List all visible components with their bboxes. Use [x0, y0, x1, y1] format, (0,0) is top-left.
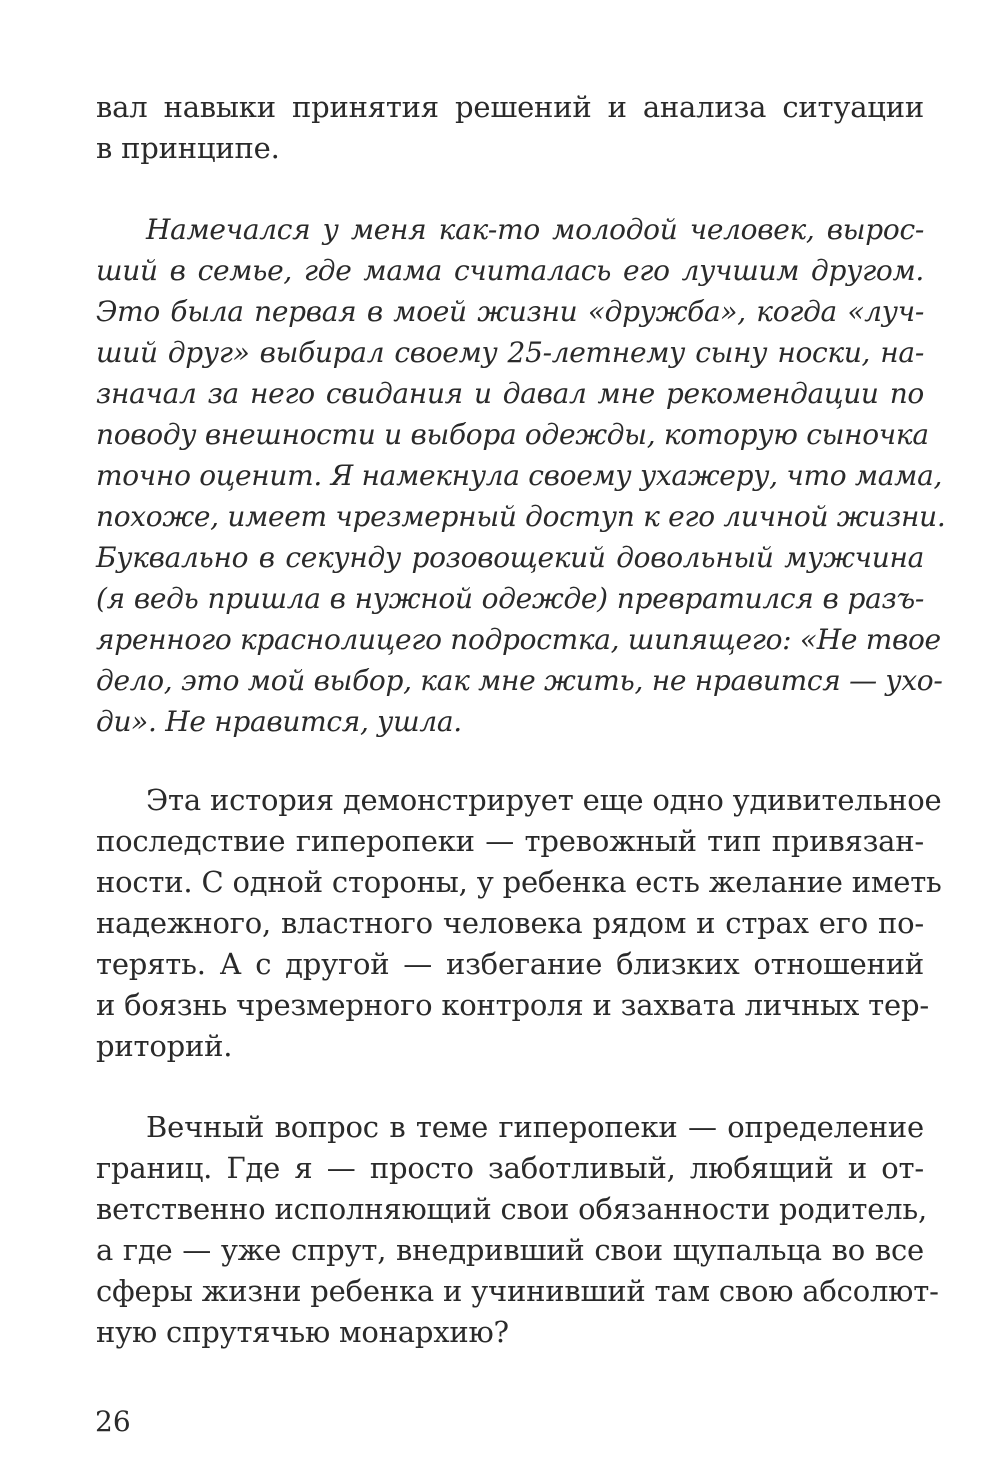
text-line: точно оценит. Я намекнула своему ухажеру, что мама,: [96, 459, 943, 492]
text-line: Вечный вопрос в теме гиперопеки — определение: [146, 1110, 924, 1144]
text-line: ветственно исполняющий свои обязанности родитель,: [96, 1192, 928, 1226]
text-line: сферы жизни ребенка и учинивший там свою абсолют-: [96, 1274, 939, 1308]
page-number: 26: [95, 1405, 131, 1438]
text-line: яренного краснолицего подростка, шипящего: «Не твое: [96, 623, 941, 656]
text-line: в принципе.: [96, 131, 280, 165]
text-line: поводу внешности и выбора одежды, которую сыночка: [96, 418, 929, 451]
text-line: ди». Не нравится, ушла.: [96, 705, 462, 738]
paragraph-attachment: [96, 780, 942, 1067]
text-line: границ. Где я — просто заботливый, любящий и от-: [96, 1151, 924, 1185]
text-line: Это была первая в моей жизни «дружба», когда «луч-: [96, 295, 924, 328]
text-line: похоже, имеет чрезмерный доступ к его личной жизни.: [96, 500, 946, 533]
text-line: значал за него свидания и давал мне рекомендации по: [96, 377, 924, 410]
text-line: и боязнь чрезмерного контроля и захвата личных тер-: [96, 988, 929, 1022]
text-line: (я ведь пришла в нужной одежде) превратился в разъ-: [96, 582, 924, 615]
text-line: надежного, властного человека рядом и страх его по-: [96, 906, 924, 940]
paragraph-continuation: [96, 87, 924, 169]
text-line: Буквально в секунду розовощекий довольный мужчина: [96, 541, 924, 574]
text-line: а где — уже спрут, внедривший свои щупальца во все: [96, 1233, 924, 1267]
text-line: последствие гиперопеки — тревожный тип привязан-: [96, 824, 924, 858]
paragraph-italic-story: [96, 209, 946, 742]
text-line: Эта история демонстрирует еще одно удивительное: [146, 783, 942, 817]
text-line: вал навыки принятия решений и анализа ситуации: [96, 90, 924, 124]
text-line: ший в семье, где мама считалась его лучшим другом.: [96, 254, 924, 287]
text-line: Намечался у меня как-то молодой человек, вырос-: [146, 213, 924, 246]
paragraph-boundaries: [96, 1107, 939, 1353]
text-line: ности. С одной стороны, у ребенка есть желание иметь: [96, 865, 942, 899]
text-line: ную спрутячью монархию?: [96, 1315, 509, 1349]
text-line: ший друг» выбирал своему 25-летнему сыну носки, на-: [96, 336, 924, 369]
text-line: риторий.: [96, 1029, 233, 1063]
text-line: дело, это мой выбор, как мне жить, не нравится — ухо-: [96, 664, 943, 697]
text-line: терять. А с другой — избегание близких отношений: [96, 947, 924, 981]
